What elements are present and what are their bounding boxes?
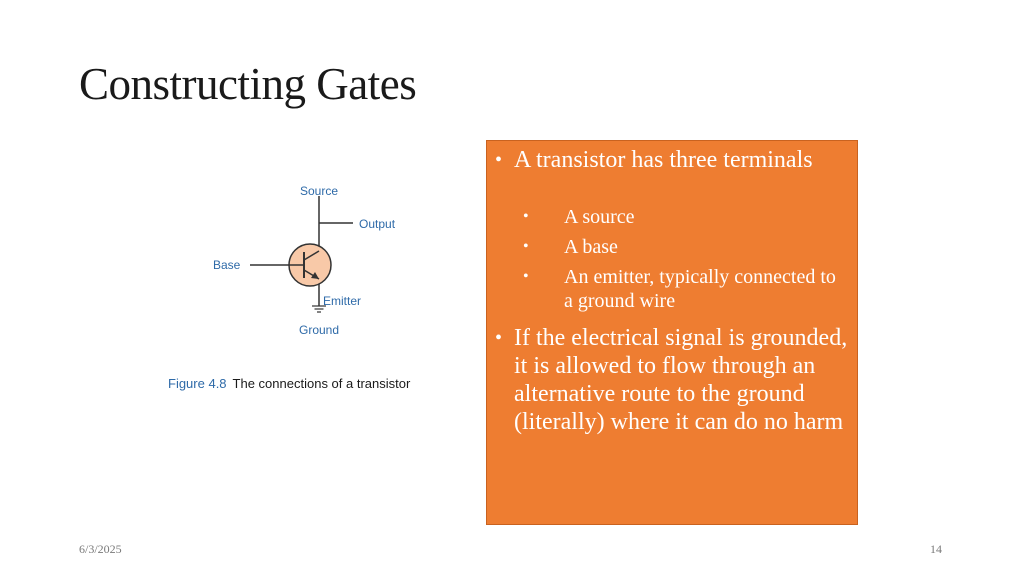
sub-bullet-text: A source xyxy=(564,206,635,228)
bullet-icon: • xyxy=(523,238,529,255)
ground-label: Ground xyxy=(298,323,340,337)
figure-caption xyxy=(168,376,410,391)
bullet-item xyxy=(495,146,825,174)
bullet-icon: • xyxy=(495,149,503,171)
transistor-diagram xyxy=(200,176,420,346)
bullet-item xyxy=(495,324,850,436)
sub-bullet-item xyxy=(523,205,843,229)
slide-page-number: 14 xyxy=(930,542,942,556)
figure-caption-text: The connections of a transistor xyxy=(232,376,411,391)
bullet-icon: • xyxy=(523,268,529,285)
sub-bullet-text: An emitter, typically connected to a ground wire xyxy=(564,266,836,312)
sub-bullet-item xyxy=(523,265,843,313)
bullet-icon: • xyxy=(523,208,529,225)
figure-number: Figure 4.8 xyxy=(168,376,227,391)
emitter-label: Emitter xyxy=(323,294,362,308)
base-label: Base xyxy=(213,258,241,272)
slide-title: Constructing Gates xyxy=(79,59,417,109)
output-label: Output xyxy=(359,217,396,231)
bullet-icon: • xyxy=(495,327,503,349)
sub-bullet-text: A base xyxy=(564,236,618,258)
bullet-text: A transistor has three terminals xyxy=(514,147,813,173)
bullet-text: If the electrical signal is grounded, it is allowed to flow through an alternative route to the ground (literally) where it can do no harm xyxy=(514,325,848,435)
sub-bullet-item xyxy=(523,235,843,259)
content-box xyxy=(486,140,858,525)
slide-date: 6/3/2025 xyxy=(79,542,122,556)
source-label: Source xyxy=(299,184,339,198)
transistor-figure xyxy=(200,176,420,346)
